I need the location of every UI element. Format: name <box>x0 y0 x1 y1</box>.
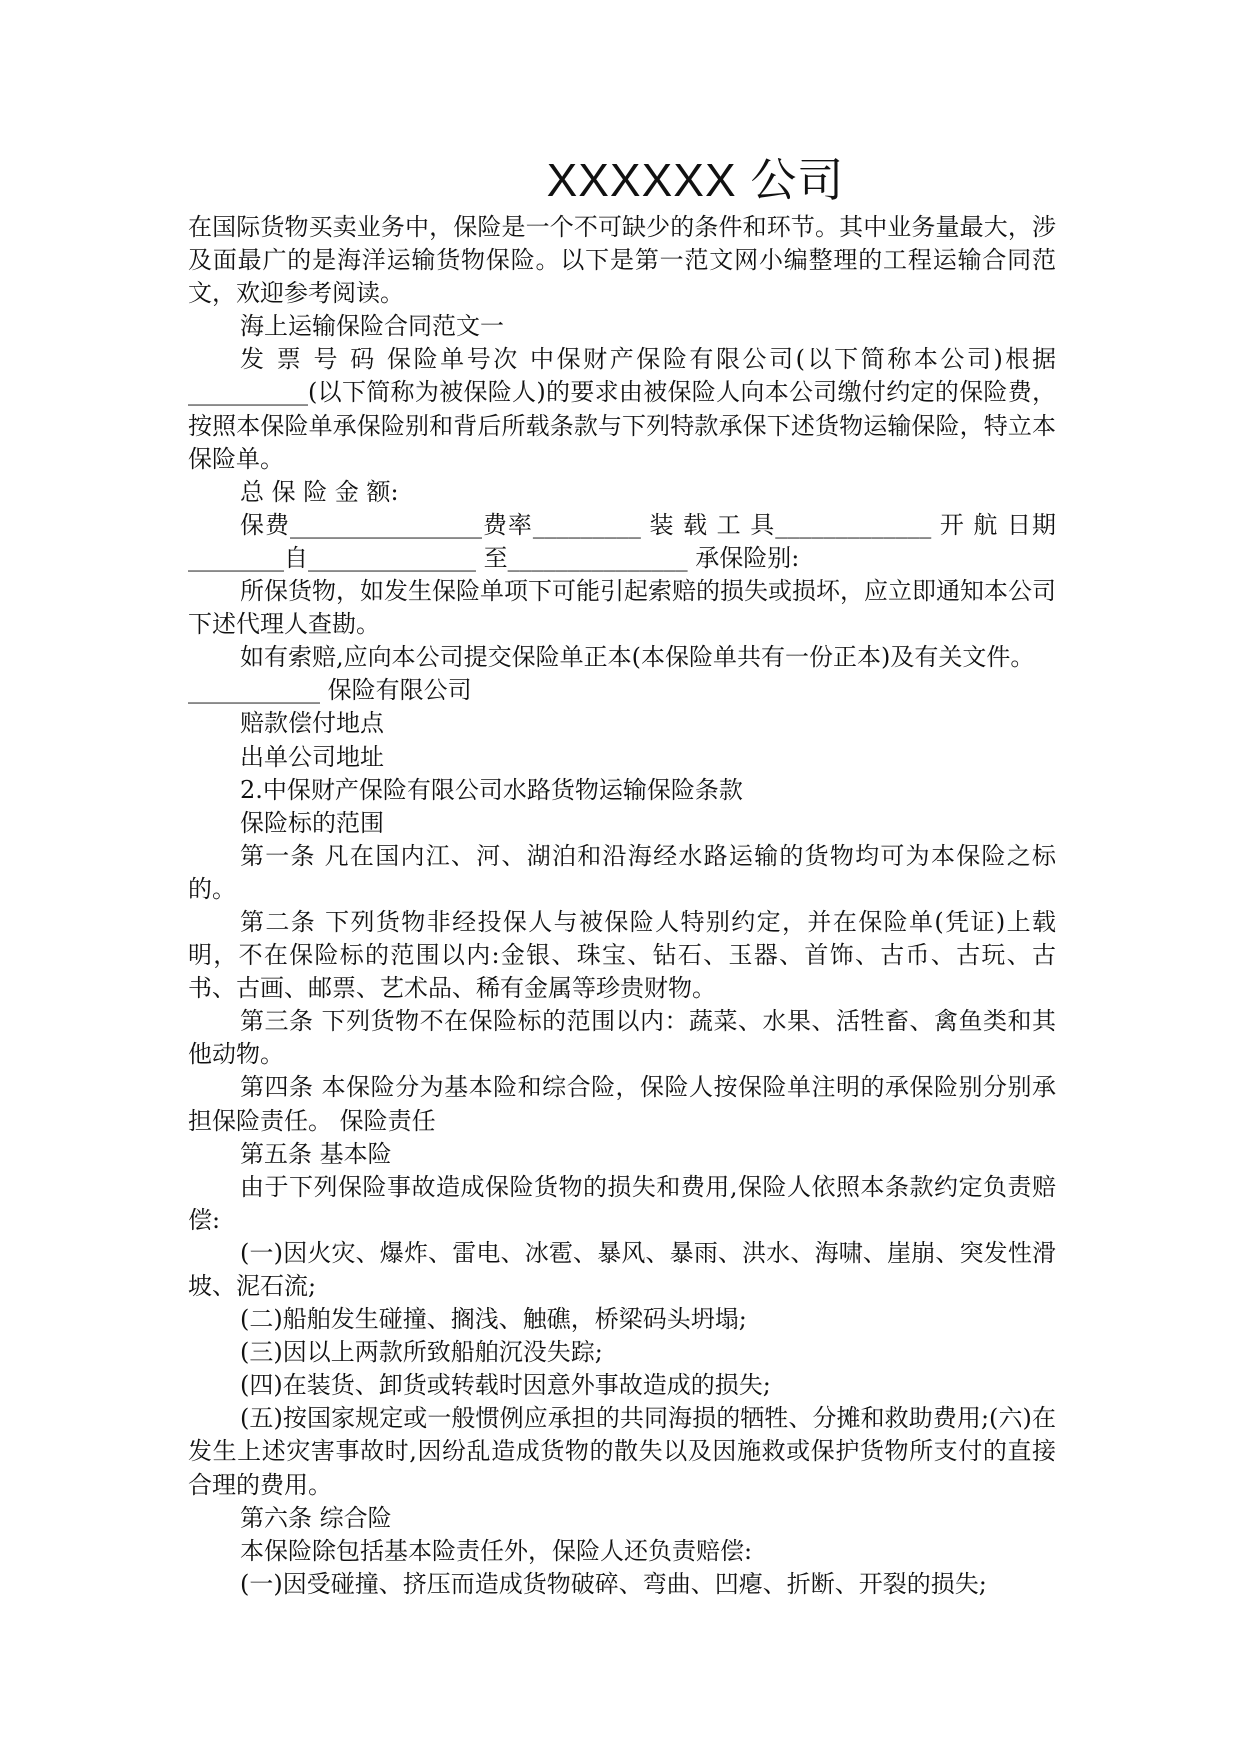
paragraph-article-5-item-1: (一)因火灾、爆炸、雷电、冰雹、暴风、暴雨、洪水、海啸、崖崩、突发性滑坡、泥石流; <box>188 1238 1056 1300</box>
paragraph-article-5-heading: 第五条 基本险 <box>240 1139 392 1168</box>
paragraph-article-1: 第一条 凡在国内江、河、湖泊和沿海经水路运输的货物均可为本保险之标的。 <box>188 841 1056 903</box>
paragraph-total-insured-amount: 总 保 险 金 额: <box>240 477 399 506</box>
paragraph-sample-title: 海上运输保险合同范文一 <box>240 312 504 341</box>
paragraph-article-5-item-2: (二)船舶发生碰撞、搁浅、触礁，桥梁码头坍塌; <box>240 1305 747 1334</box>
paragraph-premium-fields: 保费________________费率_________ 装 载 工 具_____________ 开 航 日期________自______________ 至_______________ 承保险别: <box>188 510 1056 572</box>
paragraph-article-6-intro: 本保险除包括基本险责任外，保险人还负责赔偿: <box>240 1536 753 1565</box>
paragraph-article-6-heading: 第六条 综合险 <box>240 1503 392 1532</box>
paragraph-scope-heading: 保险标的范围 <box>240 808 384 837</box>
paragraph-claims: 如有索赔,应向本公司提交保险单正本(本保险单共有一份正本)及有关文件。 <box>240 643 1035 672</box>
paragraph-clauses-heading: 2.中保财产保险有限公司水路货物运输保险条款 <box>240 775 743 804</box>
paragraph-intro: 在国际货物买卖业务中，保险是一个不可缺少的条件和环节。其中业务量最大，涉及面最广的是海洋运输货物保险。以下是第一范文网小编整理的工程运输合同范文，欢迎参考阅读。 <box>188 213 1056 308</box>
paragraph-issuer-address: 出单公司地址 <box>240 742 384 771</box>
paragraph-article-2: 第二条 下列货物非经投保人与被保险人特别约定，并在保险单(凭证)上载明，不在保险标的范围以内:金银、珠宝、钻石、玉器、首饰、古币、古玩、古书、古画、邮票、艺术品、稀有金属等珍贵财物。 <box>188 907 1056 1003</box>
paragraph-article-5-item-4: (四)在装货、卸货或转载时因意外事故造成的损失; <box>240 1371 771 1400</box>
paragraph-loss-notice: 所保货物，如发生保险单项下可能引起索赔的损失或损坏，应立即通知本公司下述代理人查勘。 <box>188 577 1056 639</box>
paragraph-policy-preamble: 发 票 号 码 保险单号次 中保财产保险有限公司(以下简称本公司)根据__________(以下简称为被保险人)的要求由被保险人向本公司缴付约定的保险费，按照本保险单承保险别和背后所载条款与下列特款承保下述货物运输保险，特立本保险单。 <box>188 345 1056 473</box>
paragraph-claim-payment-place: 赔款偿付地点 <box>240 709 384 738</box>
paragraph-insurer-line: ___________ 保险有限公司 <box>188 676 472 705</box>
paragraph-article-5-item-5-6: (五)按国家规定或一般惯例应承担的共同海损的牺牲、分摊和救助费用;(六)在发生上述灾害事故时,因纷乱造成货物的散失以及因施救或保护货物所支付的直接合理的费用。 <box>188 1404 1056 1499</box>
paragraph-article-5-intro: 由于下列保险事故造成保险货物的损失和费用,保险人依照本条款约定负责赔偿: <box>188 1172 1056 1234</box>
document-title-text: XXXXXX 公司 <box>546 154 845 206</box>
document-title <box>0 150 1241 210</box>
document-body <box>188 211 1056 1601</box>
paragraph-article-5-item-3: (三)因以上两款所致船舶沉没失踪; <box>240 1338 603 1367</box>
paragraph-article-4: 第四条 本保险分为基本险和综合险，保险人按保险单注明的承保险别分别承担保险责任。 保险责任 <box>188 1073 1056 1135</box>
paragraph-article-6-item-1: (一)因受碰撞、挤压而造成货物破碎、弯曲、凹瘪、折断、开裂的损失; <box>240 1569 987 1598</box>
paragraph-article-3: 第三条 下列货物不在保险标的范围以内：蔬菜、水果、活牲畜、禽鱼类和其他动物。 <box>188 1007 1056 1069</box>
